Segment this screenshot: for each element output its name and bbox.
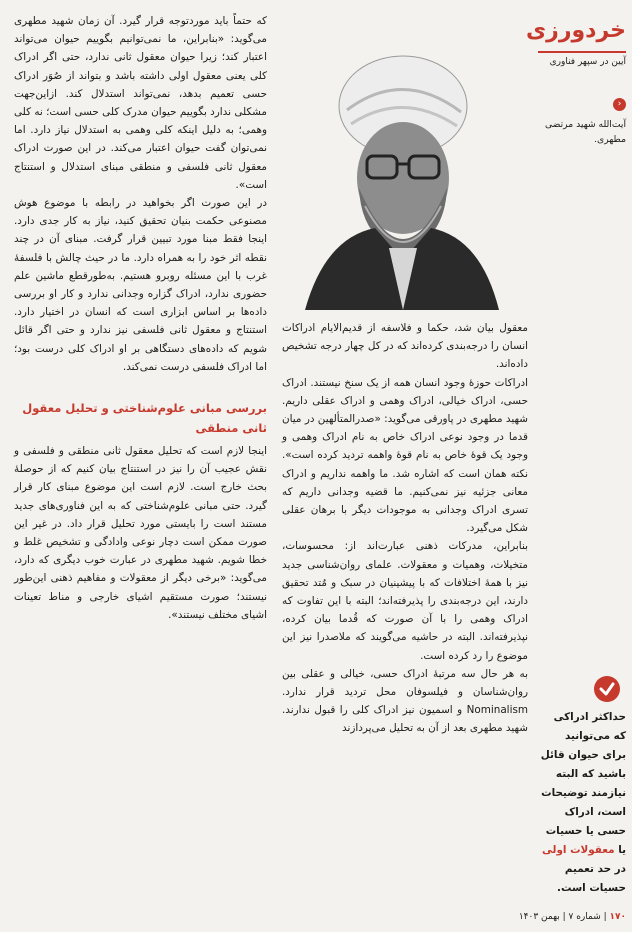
page-folio [519,912,626,922]
middle-paragraph-2: ادراکات حوزهٔ وجود انسان همه از یک سنخ نیستند. ادراک حسی، ادراک خیالی، ادراک وهمی و ادراک عقلی داریم. شهید مطهری در پاورقی می‌گوید: «صدرالمتألهین در میان قدما در وجود نوعی ادراک خاص به نام ادراک وهمی و وجود یک قوهٔ خاص به نام قوهٔ واهمه تردید کرده است». نکته همان است که اشاره شد. ما واهمه نداریم و ادراک معانی جزئیه نیز نمی‌کنیم. ما قضیه وجدانی داریم که تسری ادراک وجدانی به موجودات دیگر با برهان عقلی شکل می‌گیرد. [282,376,528,535]
left-paragraph-3: اینجا لازم است که تحلیل معقول ثانی منطقی و فلسفی و نقش عجیب آن را نیز در استنتاج بیان کنیم که از حوصلهٔ بحث خارج است. لازم است این موضوع مبنای کار قرار گیرد. حتی مبانی علوم‌شناختی که به این فناوری‌های جدید مستند است را بایستی مورد تحلیل قرار داد. در غیر این صورت ممکن است دچار نوعی وادادگی و تشخیص غلط و خطا شویم. شهید مطهری در عبارت خوب دیگری که دارد، می‌گوید: «برخی دیگر از معقولات و مفاهیم ذهنی این‌طور نیستند؛ صورت مستقیم اشیای خارجی و مناط تعینات اشیای مختلف نیستند». [14,445,267,621]
brand-tagline: آیین در سپهر فناوری [549,57,626,67]
photo-caption [540,98,626,147]
middle-paragraph-1: معقول بیان شد، حکما و فلاسفه از قدیم‌الایام ادراکات انسان را درجه‌بندی کرده‌اند که در کل چهار درجه تشخیص داده‌اند. [282,322,528,371]
middle-text-column [282,319,528,899]
issue-info: | شماره ۷ | بهمن ۱۴۰۳ [518,912,607,922]
left-paragraph-1: که حتماً باید موردتوجه قرار گیرد. آن زمان شهید مطهری می‌گوید: «بنابراین، ما نمی‌توانیم بگوییم حیوان می‌تواند اعتبار کند؛ زیرا حیوان معقول ثانی ندارد، حتی اگر ادراک کلی یعنی معقول اولی داشته باشد و بتواند از صُوَر ادراک حسی تعمیم بدهد، نمی‌تواند استدلال کند. ازاین‌جهت مشکلی ندارد بگوییم حیوان مدرک کلی حسی است؛ نه کلی وهمی؛ به دلیل اینکه کلی وهمی به استدلال نیاز دارد. اما نمی‌توان گفت حیوان اعتبار می‌کند. در این صورت ادراک معقول ثانی فلسفی و منطقی مبنای استدلال و استنتاج است». [13,15,267,191]
brand-divider [538,51,626,53]
left-text-column [14,12,267,914]
middle-paragraph-3: بنابراین، مدرکات ذهنی عبارت‌اند از: محسوسات، متخیلات، وهمیات و معقولات. علمای روان‌شناسی جدید نیز با همهٔ اختلافات که با پیشینیان در سبک و مُتد تحقیق دارند، این درجه‌بندی را پذیرفته‌اند؛ البته با این تفاوت که ادراک وهمی را با آن صورت که قُدما بیان کرده، نپذیرفته‌اند. البته در حاشیه می‌گویند که ملاصدرا نیز این موضوع را رد کرده است. [282,540,528,662]
page-number: ۱۷۰ [609,912,626,922]
chevron-left-icon: ‹ [613,98,626,111]
pull-quote [538,708,626,898]
section-brand [526,14,626,67]
pull-quote-text: حداکثر ادراکی که می‌توانید برای حیوان قائل باشید که البته نیازمند توضیحات است، ادراک حسی یا حسیات یا [540,711,626,856]
brand-logo: خردورزی [526,18,626,43]
left-paragraph-2: در این صورت اگر بخواهید در رابطه با موضوع هوش مصنوعی حکمت بنیان تحقیق کنید، نیاز به کار جدی دارد. اینجا فقط مبنا مورد تبیین قرار گرفت. مبنای آن در چند نقطه اثر خود را به همراه دارد. ما در حیث چالش با فلسفهٔ غرب با این مسئله روبرو هستیم. به‌طورقطع ماشین علم حضوری ندارد، ادراک گزاره وجدانی ندارد و کار او بررسی داده‌ها بر اساس ابزاری است که انسان در اختیار دارد. استنتاج و معقول ثانی فلسفی نیز ندارد و حتی اگر قائل شویم که داده‌های دستگاهی بر او ادراک کلی درست بود؛ اما ادراک فلسفی درست نمی‌کند. [14,197,267,373]
section-heading: بررسی مبانی علوم‌شناختی و تحلیل معقول ثانی منطقی [22,401,267,436]
checkmark-icon [594,676,620,702]
pull-quote-highlight: معقولات اولی [542,844,615,856]
portrait-photo [285,28,518,310]
middle-paragraph-4: به هر حال سه مرتبهٔ ادراک حسی، خیالی و عقلی بین روان‌شناسان و فیلسوفان محل تردید قرار ندارد. Nominalism و اسمیون نیز ادراک کلی را قبول ندارند. شهید مطهری بعد از آن به تحلیل می‌پردازند [282,667,528,735]
caption-text: آیت‌الله شهید مرتضی مطهری. [545,119,626,145]
pull-quote-tail: در حد تعمیم حسیات است. [557,863,626,894]
